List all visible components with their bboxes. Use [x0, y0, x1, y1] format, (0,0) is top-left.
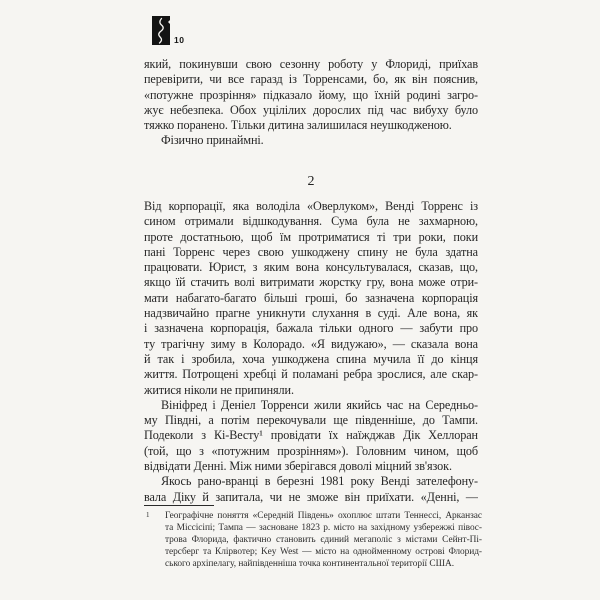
- body-paragraph-1: [144, 57, 478, 133]
- body-paragraph-3: [144, 199, 478, 398]
- text-line: і зазначена корпорація, бажала тільки одного — забути про: [144, 321, 478, 336]
- text-line: Вініфред і Деніел Торренси жили якийсь час на Середньо-: [161, 397, 478, 412]
- text-line: ського архіпелагу, найпівденніша точка континентальної території США.: [165, 559, 455, 569]
- footnote-marker: 1: [146, 511, 150, 519]
- text-line: жує небезпека. Обох уцілілих дорослих під час вибуху було: [144, 102, 478, 117]
- text-line: Фізично принаймні.: [161, 133, 264, 148]
- text-line: пані Торренс через свою ушкоджену спину не була здатна: [144, 244, 478, 259]
- text-line: Подеколи з Кі-Весту¹ провідати їх наїжджав Дік Хеллоран: [144, 428, 478, 443]
- text-block-top: [144, 57, 478, 149]
- footnote-rule: [144, 505, 214, 506]
- text-line: який, покинувши свою сезонну роботу у Флориді, приїхав: [144, 57, 478, 71]
- text-line: терсберг та Клірвотер; Key West — місто на однойменному острові Флорид-: [165, 547, 482, 557]
- text-line: Якось рано-вранці в березні 1981 року Венді зателефону-: [161, 474, 478, 489]
- text-block-main: [144, 199, 478, 505]
- body-paragraph-4: [144, 398, 478, 474]
- text-line: проте достатньою, щоб їм протриматися ті три роки, поки: [144, 229, 478, 244]
- footnote: [144, 505, 482, 570]
- text-line: Географічне поняття «Середній Південь» охоплює штати Теннессі, Арканзас: [165, 511, 482, 521]
- text-line: й так і зробила, хоча ушкоджена спина мучила її до кінця: [144, 351, 478, 366]
- footnote-text: [165, 510, 482, 570]
- text-line: Від корпорації, яка володіла «Оверлуком», Венді Торренс із: [144, 199, 478, 213]
- text-line: відвідати Денні. Між ними зберігався доволі міцний зв'язок.: [144, 459, 452, 474]
- body-paragraph-5: [144, 474, 478, 505]
- text-line: життя. Потрощені хребці й поламані ребра зрослися, але скар-: [144, 367, 478, 382]
- body-paragraph-2: [144, 133, 478, 148]
- text-line: «потужне прозріння» підказало йому, що їхній родині загро-: [144, 87, 478, 102]
- text-line: мати набагато-багато більші гроші, бо зазначена корпорація: [144, 290, 478, 305]
- section-heading: 2: [307, 174, 315, 189]
- text-line: працювати. Юрист, з яким вона консультувалася, сказав, що,: [144, 260, 478, 275]
- text-line: трова Флорида, фактично становить єдиний мегаполіс з містами Сейнт-Пі-: [165, 535, 482, 545]
- text-line: тяжко поранено. Тільки дитина залишилася неушкодженою.: [144, 118, 452, 133]
- text-line: житися ніколи не припиняли.: [144, 382, 294, 397]
- text-line: (той, що з «потужним прозрінням»). Головним чином, щоб: [144, 443, 478, 458]
- text-line: сином отримали відшкодування. Сума була не захмарною,: [144, 214, 478, 229]
- footnote-body: [144, 510, 482, 570]
- page-number: 10: [174, 35, 185, 45]
- text-line: вала Діку й запитала, чи не зможе він приїхати. «Денні, —: [144, 489, 478, 504]
- text-line: му Півдні, а потім перекочували ще південніше, до Тампи.: [144, 413, 478, 428]
- text-line: надзвичайно прагне уникнути слухання в суді. Але вона, як: [144, 306, 478, 321]
- section-ornament-icon: [152, 16, 170, 50]
- text-line: якщо їй стачить волі витримати жорстку гру, вона може отри-: [144, 275, 478, 290]
- text-line: ту трагічну зиму в Колорадо. «Я видужаю», — сказала вона: [144, 336, 478, 351]
- text-line: перевірити, чи все гаразд із Торренсами, бо, як він пояснив,: [144, 72, 478, 87]
- text-line: та Міссісіпі; Тампа — засноване 1823 р. місто на західному узбережжі півос-: [165, 523, 482, 533]
